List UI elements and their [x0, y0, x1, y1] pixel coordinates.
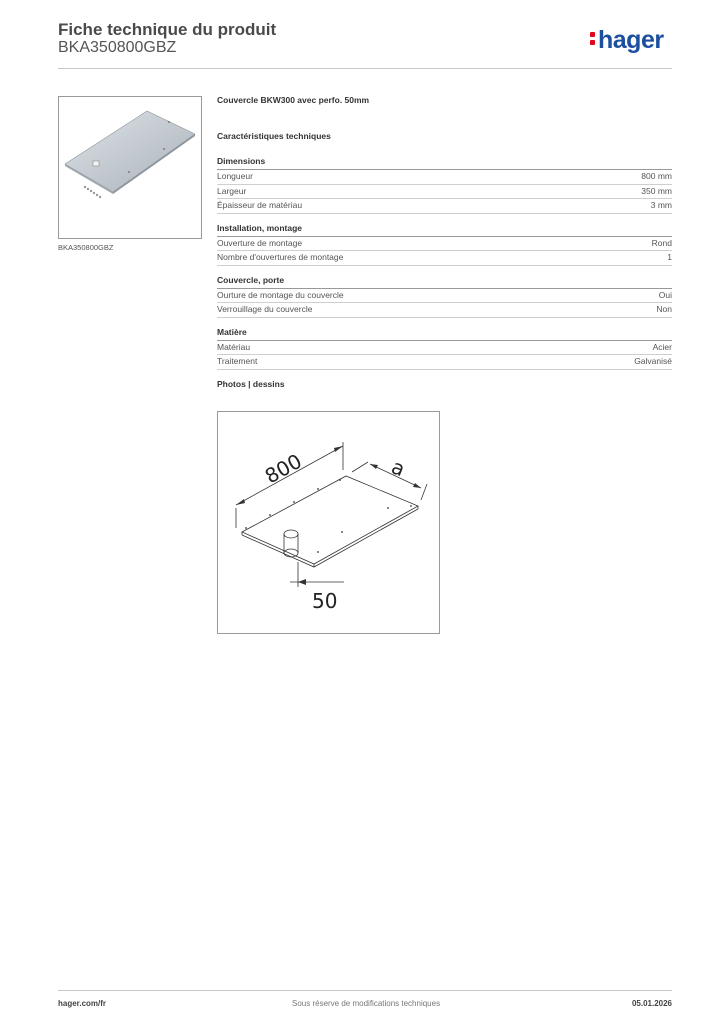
spec-value: 3 mm: [650, 200, 672, 210]
spec-section-cover: [217, 275, 672, 318]
spec-label: Longueur: [217, 171, 253, 181]
spec-value: Non: [656, 304, 672, 314]
product-photo: [58, 96, 202, 239]
spec-row: [217, 170, 672, 185]
spec-row: [217, 251, 672, 266]
spec-label: Verrouillage du couvercle: [217, 304, 313, 314]
product-photo-caption: BKA350800GBZ: [58, 243, 114, 252]
spec-row: [217, 237, 672, 252]
footer-disclaimer: Sous réserve de modifications techniques: [292, 999, 441, 1008]
dimension-drawing-icon: [218, 412, 439, 633]
hager-logo: [590, 26, 664, 55]
spec-row: [217, 341, 672, 356]
spec-value: Galvanisé: [634, 356, 672, 366]
dimension-width-label: a: [388, 454, 409, 482]
perforated-cover-plate-photo-icon: [59, 97, 201, 238]
dimension-length-label: 800: [260, 448, 306, 489]
spec-row: [217, 303, 672, 318]
spec-value: 350 mm: [641, 185, 672, 196]
photos-heading: Photos | dessins: [217, 378, 285, 389]
page-title: Fiche technique du produit: [58, 20, 277, 39]
spec-section-material: [217, 327, 672, 370]
spec-label: Épaisseur de matériau: [217, 200, 303, 210]
spec-label: Matériau: [217, 341, 251, 352]
product-name: Couvercle BKW300 avec perfo. 50mm: [217, 95, 370, 105]
spec-section-dimensions: [217, 156, 672, 214]
spec-value: Acier: [652, 341, 672, 352]
logo-dots-icon: [590, 30, 596, 46]
spec-value: Rond: [651, 237, 672, 248]
specs-heading: Caractéristiques techniques: [217, 131, 331, 141]
spec-value: 1: [667, 252, 672, 262]
spec-value: Oui: [658, 289, 672, 300]
spec-row: [217, 355, 672, 370]
spec-label: Ouverture de montage: [217, 237, 303, 248]
logo-text: hager: [598, 26, 664, 54]
section-title: Couvercle, porte: [217, 275, 672, 289]
footer-divider: [58, 990, 672, 991]
spec-section-installation: [217, 223, 672, 266]
product-reference: BKA350800GBZ: [58, 39, 177, 56]
spec-row: [217, 199, 672, 214]
dimension-hole-label: 50: [312, 589, 338, 613]
footer-date: 05.01.2026: [631, 999, 672, 1008]
section-title: Installation, montage: [217, 223, 672, 237]
spec-value: 800 mm: [641, 171, 672, 181]
spec-row: [217, 185, 672, 200]
spec-label: Traitement: [217, 356, 258, 366]
section-title: Matière: [217, 327, 672, 341]
spec-row: [217, 289, 672, 304]
technical-drawing: [217, 411, 440, 634]
footer-website-link[interactable]: hager.com/fr: [58, 999, 107, 1008]
header-divider: [58, 68, 672, 69]
spec-label: Ourture de montage du couvercle: [217, 289, 344, 300]
section-title: Dimensions: [217, 156, 672, 170]
spec-label: Largeur: [217, 185, 247, 196]
spec-sheet: [217, 95, 672, 389]
spec-label: Nombre d'ouvertures de montage: [217, 252, 344, 262]
